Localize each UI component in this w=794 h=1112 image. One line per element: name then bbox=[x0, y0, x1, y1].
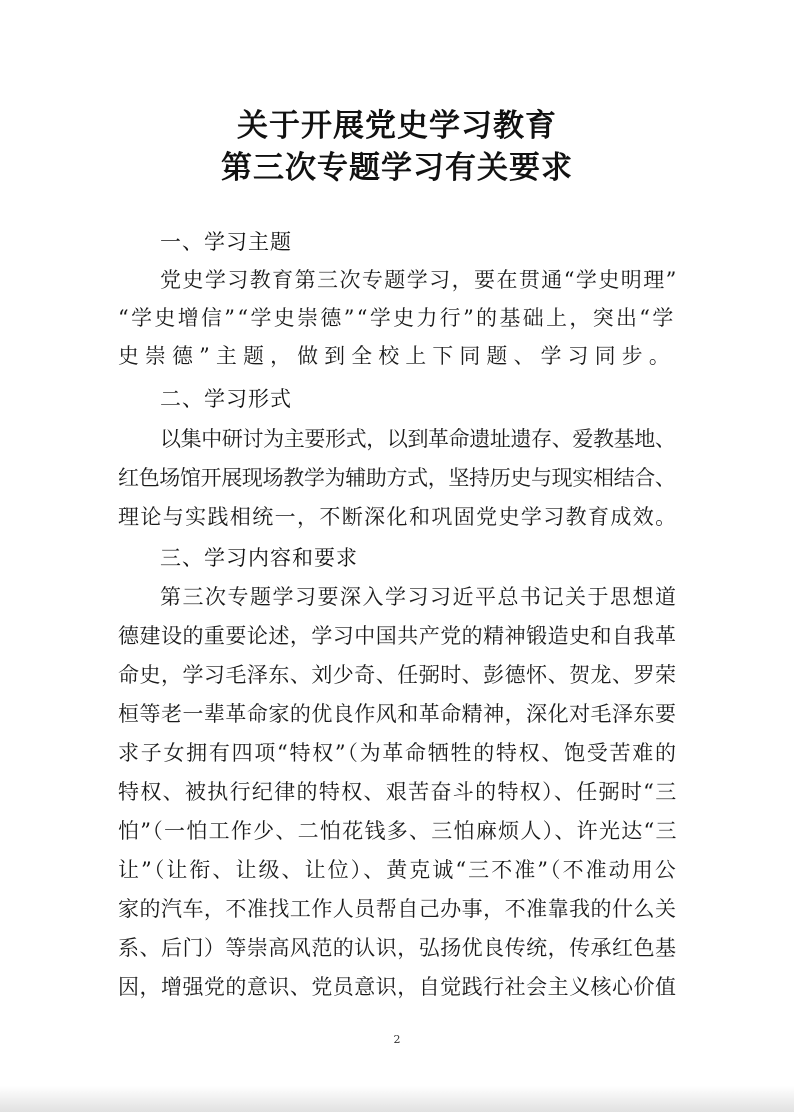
document-title-line-2: 第三次专题学习有关要求 bbox=[221, 150, 573, 186]
paragraph-line: 红色场馆开展现场教学为辅助方式，坚持历史与现实相结合、 bbox=[118, 466, 676, 490]
paragraph-line: 以集中研讨为主要形式，以到革命遗址遗存、爱教基地、 bbox=[160, 427, 676, 451]
section-heading-topic: 一、学习主题 bbox=[160, 230, 292, 254]
paragraph-line: 理论与实践相统一，不断深化和巩固党史学习教育成效。 bbox=[118, 505, 678, 529]
section-heading-content: 三、学习内容和要求 bbox=[160, 546, 358, 570]
paragraph-line: 史崇德”主题，做到全校上下同题、学习同步。 bbox=[118, 344, 676, 368]
paragraph-line: 系、后门）等崇高风范的认识，弘扬优良传统，传承红色基 bbox=[118, 936, 677, 960]
paragraph-line: 命史，学习毛泽东、刘少奇、任弼时、彭德怀、贺龙、罗荣 bbox=[118, 663, 677, 687]
paragraph-line: 求子女拥有四项“特权”（为革命牺牲的特权、饱受苦难的 bbox=[118, 741, 678, 765]
document-title-line-1: 关于开展党史学习教育 bbox=[237, 108, 557, 144]
paragraph-line: 让”（让衔、让级、让位）、黄克诚“三不准”（不准动用公 bbox=[118, 858, 678, 882]
page-number: 2 bbox=[393, 1033, 401, 1046]
paragraph-line: 特权、被执行纪律的特权、艰苦奋斗的特权）、任弼时“三 bbox=[118, 780, 678, 804]
paragraph-line: 怕”（一怕工作少、二怕花钱多、三怕麻烦人）、许光达“三 bbox=[118, 819, 678, 843]
paragraph-line: 党史学习教育第三次专题学习，要在贯通“学史明理” bbox=[160, 268, 678, 292]
paragraph-line: 桓等老一辈革命家的优良作风和革命精神，深化对毛泽东要 bbox=[118, 702, 677, 726]
paragraph-line: 德建设的重要论述，学习中国共产党的精神锻造史和自我革 bbox=[118, 624, 677, 648]
paragraph-line: 因，增强党的意识、党员意识，自觉践行社会主义核心价值 bbox=[118, 975, 677, 999]
paragraph-line: “学史增信”“学史崇德”“学史力行”的基础上，突出“学 bbox=[118, 306, 676, 330]
paragraph-line: 第三次专题学习要深入学习习近平总书记关于思想道 bbox=[160, 585, 678, 609]
section-heading-format: 二、学习形式 bbox=[160, 387, 292, 411]
scan-edge-shadow bbox=[0, 1086, 794, 1112]
paragraph-line: 家的汽车，不准找工作人员帮自己办事，不准靠我的什么关 bbox=[118, 897, 677, 921]
